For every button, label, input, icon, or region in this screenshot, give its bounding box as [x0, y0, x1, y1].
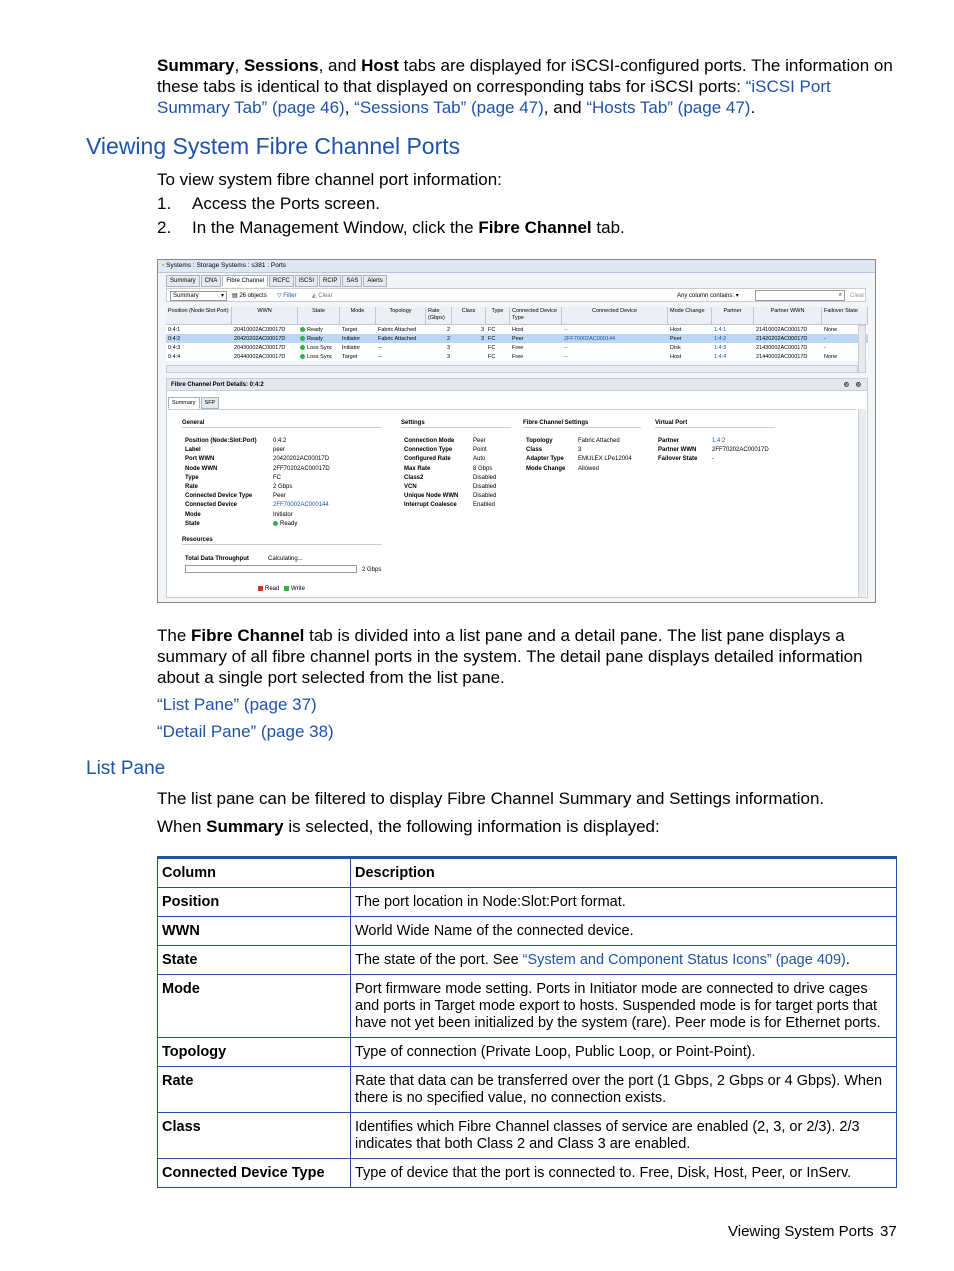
detail-key: Unique Node WWN: [404, 493, 459, 500]
table-header-column: Column: [158, 858, 351, 888]
description-cell: World Wide Name of the connected device.: [351, 917, 897, 946]
tab-iscsi[interactable]: iSCSI: [295, 275, 318, 287]
summary-selected-text: When Summary is selected, the following information is displayed:: [157, 817, 660, 836]
column-header[interactable]: Topology: [376, 307, 426, 324]
table-cell: Free: [512, 345, 524, 351]
detail-key: Configured Rate: [404, 456, 451, 463]
table-cell: 20430002AC00017D: [234, 345, 286, 351]
detail-key: Partner WWN: [658, 447, 697, 454]
tab-fibre-channel[interactable]: Fibre Channel: [222, 275, 268, 287]
list-pane-filter-text: The list pane can be filtered to display Fibre Channel Summary and Settings information.: [157, 789, 825, 808]
fc-settings-keys: [526, 437, 565, 474]
tab-cna[interactable]: CNA: [201, 275, 222, 287]
column-header[interactable]: Rate (Gbps): [426, 307, 452, 324]
throughput-legend: Read Write: [258, 585, 305, 593]
list-horizontal-scrollbar[interactable]: [166, 365, 858, 373]
detail-value: 2FF70202AC00017D: [273, 465, 330, 472]
detail-value: peer: [273, 447, 286, 454]
detail-key: Node WWN: [185, 465, 218, 472]
table-cell: Free: [512, 354, 524, 360]
table-cell: 0:4:3: [168, 345, 181, 351]
column-header[interactable]: Partner: [712, 307, 754, 324]
table-cell: 1:4:4: [714, 354, 727, 360]
table-row[interactable]: [166, 325, 868, 334]
column-name-cell: Connected Device Type: [158, 1159, 351, 1188]
description-cell: Type of device that the port is connected to. Free, Disk, Host, Peer, or InServ.: [351, 1159, 897, 1188]
table-cell: Fabric Attached: [378, 336, 417, 342]
table-row: [158, 1159, 897, 1188]
object-count: ▤ 26 objects: [232, 293, 267, 299]
table-cell: 2: [446, 336, 450, 342]
settings-section-title: Settings: [401, 419, 511, 428]
table-cell: --: [564, 345, 568, 351]
detail-summary-body: [168, 409, 856, 597]
tab-rcfc[interactable]: RCFC: [269, 275, 294, 287]
detail-key: Position (Node:Slot:Port): [185, 438, 257, 444]
detail-tabs: [168, 397, 220, 409]
column-header[interactable]: State: [298, 307, 340, 324]
table-cell: --: [378, 345, 382, 351]
list-pane-link-wrap: [157, 694, 897, 715]
detail-key: Connected Device: [185, 502, 238, 509]
detail-value: Ready: [273, 520, 330, 529]
detail-value: Fabric Attached: [578, 438, 620, 444]
table-cell: 21440002AC00017D: [756, 354, 808, 360]
column-header[interactable]: Class: [452, 307, 486, 324]
table-cell: 21430002AC00017D: [756, 345, 808, 351]
general-keys: [185, 437, 257, 529]
status-icon: [300, 354, 305, 359]
clear-search-button[interactable]: Clear: [850, 293, 865, 299]
column-header[interactable]: Position (Node:Slot:Port): [166, 307, 232, 324]
table-cell: Host: [670, 354, 682, 360]
step-2: 2. In the Management Window, click the Fibre Channel tab.: [157, 218, 625, 237]
tab-alerts[interactable]: Alerts: [363, 275, 386, 287]
detail-value: Disabled: [473, 474, 497, 481]
list-vertical-scrollbar[interactable]: [858, 325, 866, 373]
table-cell: Ready: [298, 334, 340, 343]
column-header[interactable]: Partner WWN: [754, 307, 822, 324]
detail-key: Mode Change: [526, 465, 566, 472]
table-cell: Initiator: [342, 336, 361, 342]
detail-value: 8 Gbps: [473, 465, 493, 472]
detail-value: Point: [473, 447, 487, 454]
search-icon: ⌕: [838, 292, 842, 298]
ports-screenshot: [157, 259, 876, 603]
help-icon[interactable]: ◎: [855, 382, 861, 388]
detail-pane: [166, 378, 868, 598]
virtual-port-section-title: Virtual Port: [655, 419, 775, 428]
table-cell: Target: [342, 327, 358, 333]
detail-value: Disabled: [473, 493, 497, 500]
detail-pane-link-wrap: [157, 721, 897, 742]
detail-value: 20420202AC00017D: [273, 456, 330, 463]
virtual-port-keys: [658, 437, 697, 465]
detail-key: VCN: [404, 483, 417, 490]
detail-value: 2FF70202AC00017D: [712, 447, 769, 454]
description-cell: Port firmware mode setting. Ports in Initiator mode are connected to drive cages and ports in Target mode export to hosts. Suspended mode is for target ports that have not yet been initialized by the system (rare). Peer mode is for Ethernet ports.: [351, 975, 897, 1038]
table-row: [158, 975, 897, 1038]
table-header-row: [158, 858, 897, 888]
detail-key: Partner: [658, 438, 680, 444]
status-icon: [300, 345, 305, 350]
column-name-cell: WWN: [158, 917, 351, 946]
table-cell: Ready: [298, 325, 340, 334]
detail-tab-sfp[interactable]: SFP: [201, 397, 220, 409]
table-row: [158, 888, 897, 917]
table-row: [158, 946, 897, 975]
intro-paragraph: Summary, Sessions, and Host tabs are displayed for iSCSI-configured ports. The information on these tabs is identical to that displayed on corresponding tabs for iSCSI ports: “iSCSI Port Summary Tab” (page 46), “Sessions Tab” (page 47), and “Hosts Tab” (page 47).: [157, 56, 893, 117]
table-cell: 2FF70002AC000144: [564, 336, 616, 342]
table-cell: 0:4:1: [168, 327, 181, 333]
table-row: [158, 1067, 897, 1113]
throughput-max: 2 Gbps: [362, 567, 382, 573]
table-cell: -: [824, 336, 826, 342]
table-cell: [452, 352, 486, 361]
settings-values: [473, 437, 496, 511]
detail-value: 0:4:2: [273, 438, 287, 444]
table-cell: Loss Sync: [298, 352, 340, 361]
detail-key: Connection Mode: [404, 438, 455, 444]
detail-key: Topology: [526, 438, 553, 444]
fc-settings-section-title: Fibre Channel Settings: [523, 419, 641, 428]
write-swatch: [284, 586, 289, 591]
detail-key: Class2: [404, 474, 424, 481]
view-select[interactable]: Summary ▾: [170, 291, 227, 301]
detail-value: Peer: [273, 493, 286, 500]
table-cell: FC: [488, 354, 496, 360]
description-cell: The state of the port. See “System and Component Status Icons” (page 409).: [351, 946, 897, 975]
resources-section-title: Resources: [182, 536, 382, 545]
column-name-cell: Position: [158, 888, 351, 917]
column-filter-select[interactable]: Any column contains: ▾: [677, 293, 739, 299]
table-cell: 0:4:4: [168, 354, 181, 360]
table-cell: 3: [446, 345, 450, 351]
table-row: [158, 1113, 897, 1159]
table-cell: Disk: [670, 345, 681, 351]
table-cell: 20420202AC00017D: [234, 336, 286, 342]
column-name-cell: Topology: [158, 1038, 351, 1067]
link-sessions-tab[interactable]: “Sessions Tab” (page 47): [354, 98, 544, 117]
column-name-cell: Rate: [158, 1067, 351, 1113]
detail-key: Failover State: [658, 456, 698, 463]
description-cell: Rate that data can be transferred over the port (1 Gbps, 2 Gbps or 4 Gbps). When there is no specified value, no connection exists.: [351, 1067, 897, 1113]
detail-value: EMULEX LPe12004: [578, 456, 632, 463]
description-cell: Type of connection (Private Loop, Public Loop, or Point-Point).: [351, 1038, 897, 1067]
page-number: 37: [880, 1223, 897, 1240]
detail-key: Rate: [185, 483, 199, 490]
link-status-icons[interactable]: “System and Component Status Icons” (page 409): [522, 952, 846, 968]
detail-tab-summary[interactable]: Summary: [168, 397, 200, 409]
table-cell: --: [564, 354, 568, 360]
status-icon: [300, 336, 305, 341]
folder-icon: ▪: [162, 262, 165, 269]
column-name-cell: State: [158, 946, 351, 975]
detail-key: Interrupt Coalesce: [404, 502, 457, 509]
table-cell: 3: [446, 354, 450, 360]
link-iscsi-port-summary-tab[interactable]: “iSCSI Port Summary Tab” (page 46): [157, 77, 831, 117]
detail-value: Initiator: [273, 511, 293, 518]
table-cell: FC: [488, 336, 496, 342]
link-detail-pane[interactable]: “Detail Pane” (page 38): [157, 722, 334, 741]
table-cell: Peer: [512, 336, 524, 342]
table-cell: Host: [512, 327, 524, 333]
detail-key: Class: [526, 447, 543, 454]
table-cell: FC: [488, 327, 496, 333]
description-cell: The port location in Node:Slot:Port format.: [351, 888, 897, 917]
column-header[interactable]: Mode Change: [668, 307, 712, 324]
read-swatch: [258, 586, 263, 591]
table-row[interactable]: [166, 334, 868, 343]
detail-value[interactable]: 2FF70002AC000144: [273, 502, 329, 509]
section-heading-fibre-channel-ports: Viewing System Fibre Channel Ports: [86, 133, 461, 159]
table-cell: 21410002AC00017D: [756, 327, 808, 333]
table-header-description: Description: [351, 858, 897, 888]
table-cell: Loss Sync: [298, 343, 340, 352]
table-row: [158, 1038, 897, 1067]
chevron-down-icon: ▾: [220, 293, 224, 299]
detail-value: Disabled: [473, 483, 497, 490]
table-cell: 0:4:2: [168, 336, 181, 342]
step-1: 1. Access the Ports screen.: [157, 194, 381, 213]
general-section-title: General: [182, 419, 382, 428]
table-cell: None: [824, 327, 838, 333]
detail-value[interactable]: 1:4:2: [712, 438, 726, 444]
throughput-value: Calculating...: [268, 556, 303, 562]
column-header[interactable]: Connected Device Type: [510, 307, 562, 324]
description-cell: Identifies which Fibre Channel classes of service are enabled (2, 3, or 2/3). 2/3 indicates that both Class 2 and Class 3 are enabled.: [351, 1113, 897, 1159]
filter-button[interactable]: ▽ Filter: [277, 293, 297, 299]
link-hosts-tab[interactable]: “Hosts Tab” (page 47): [586, 98, 751, 117]
link-list-pane[interactable]: “List Pane” (page 37): [157, 695, 317, 714]
detail-key: State: [185, 520, 200, 527]
table-cell: 3: [480, 336, 484, 342]
fibre-channel-tab-description: The Fibre Channel tab is divided into a list pane and a detail pane. The list pane displays a summary of all fibre channel ports in the system. The detail pane displays detailed information about a single port selected from the list pane.: [157, 626, 863, 687]
table-cell: 20410002AC00017D: [234, 327, 286, 333]
table-row: [158, 917, 897, 946]
detail-key: Mode: [185, 511, 201, 518]
status-icon: [300, 327, 305, 332]
throughput-bar: [185, 565, 357, 573]
table-cell: 3: [480, 327, 484, 333]
table-cell: 1:4:3: [714, 345, 727, 351]
virtual-port-values: [712, 437, 769, 465]
detail-value: Auto: [473, 456, 486, 463]
column-name-cell: Class: [158, 1113, 351, 1159]
detail-value: 3: [578, 447, 582, 454]
section-heading-list-pane: List Pane: [86, 758, 166, 779]
detail-value: Allowed: [578, 465, 600, 472]
to-view-text: To view system fibre channel port information:: [157, 170, 502, 189]
breadcrumb: ▪ Systems : Storage Systems : s381 : Ports: [158, 260, 875, 273]
clear-filter-button[interactable]: ◭ Clear: [312, 293, 333, 299]
detail-title: Fibre Channel Port Details: 0:4:2 ◎ ◎: [167, 379, 867, 391]
table-row[interactable]: [166, 343, 868, 352]
table-cell: Host: [670, 327, 682, 333]
list-icon: ▤: [232, 293, 238, 299]
column-name-cell: Mode: [158, 975, 351, 1038]
detail-key: Connection Type: [404, 447, 453, 454]
summary-columns-table: [157, 856, 897, 1188]
detail-value: FC: [273, 474, 281, 481]
list-toolbar: [166, 288, 866, 302]
settings-keys: [404, 437, 458, 511]
grid-header: [166, 307, 868, 325]
refresh-icon[interactable]: ◎: [843, 382, 849, 388]
table-cell: 20440002AC00017D: [234, 354, 286, 360]
detail-key: Max Rate: [404, 465, 431, 472]
column-header[interactable]: Mode: [340, 307, 376, 324]
detail-value: Peer: [473, 438, 486, 444]
table-cell: -: [824, 345, 826, 351]
column-header[interactable]: WWN: [232, 307, 298, 324]
column-header[interactable]: Failover State: [822, 307, 868, 324]
tab-summary[interactable]: Summary: [166, 275, 200, 287]
status-icon: [273, 521, 278, 526]
tab-sas[interactable]: SAS: [342, 275, 362, 287]
detail-key: Connected Device Type: [185, 493, 253, 500]
table-cell: 21420202AC00017D: [756, 336, 808, 342]
column-header[interactable]: Connected Device: [562, 307, 668, 324]
table-cell: Target: [342, 354, 358, 360]
footer-title: Viewing System Ports: [728, 1223, 874, 1240]
detail-key: Type: [185, 474, 199, 481]
detail-vertical-scrollbar[interactable]: [858, 409, 866, 597]
eraser-icon: ◭: [312, 293, 317, 299]
table-cell: Peer: [670, 336, 682, 342]
table-cell: FC: [488, 345, 496, 351]
table-cell: [452, 343, 486, 352]
detail-key: Port WWN: [185, 456, 215, 463]
detail-key: Adapter Type: [526, 456, 564, 463]
detail-value: -: [712, 456, 714, 463]
search-input[interactable]: [755, 290, 845, 301]
column-header[interactable]: Type: [486, 307, 510, 324]
detail-key: Label: [185, 447, 201, 454]
fc-settings-values: [578, 437, 632, 474]
table-cell: None: [824, 354, 838, 360]
ports-list-grid: [166, 307, 868, 361]
table-cell: 1:4:1: [714, 327, 727, 333]
detail-value: 2 Gbps: [273, 483, 293, 490]
table-cell: --: [564, 327, 568, 333]
table-cell: Initiator: [342, 345, 361, 351]
table-cell: 2: [446, 327, 450, 333]
table-cell: 1:4:2: [714, 336, 727, 342]
table-cell: Fabric Attached: [378, 327, 417, 333]
throughput-label: Total Data Throughput: [185, 556, 249, 562]
detail-value: Enabled: [473, 502, 496, 509]
general-values: [273, 437, 330, 529]
filter-icon: ▽: [277, 293, 282, 299]
tab-rcip[interactable]: RCIP: [319, 275, 341, 287]
table-row[interactable]: [166, 352, 868, 361]
table-cell: --: [378, 354, 382, 360]
port-tabs: [166, 275, 388, 287]
